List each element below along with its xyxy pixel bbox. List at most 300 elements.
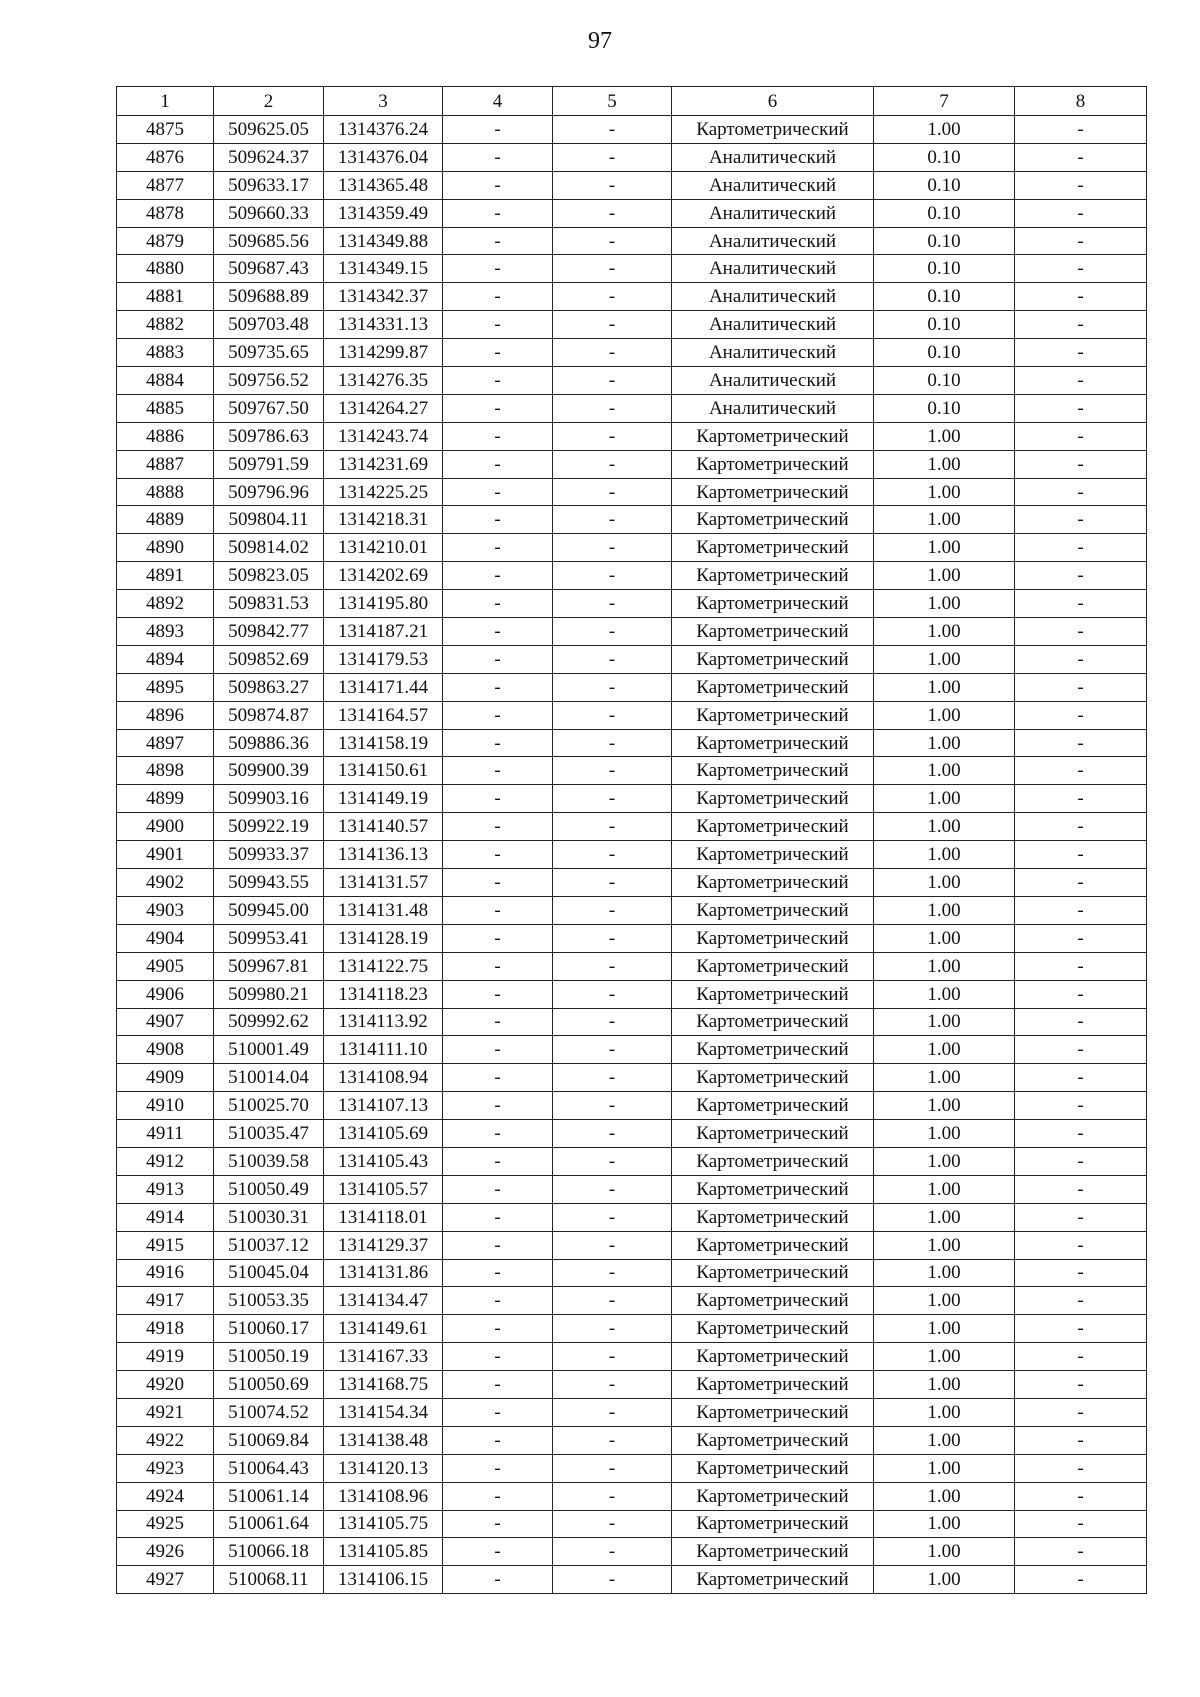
header-cell: 5 bbox=[553, 87, 672, 116]
table-row bbox=[117, 757, 1147, 785]
table-row bbox=[117, 952, 1147, 980]
cell-point-number: 4892 bbox=[117, 590, 214, 618]
cell-coord-x: 510053.35 bbox=[214, 1287, 324, 1315]
cell-col-5: - bbox=[553, 841, 672, 869]
cell-point-number: 4910 bbox=[117, 1092, 214, 1120]
table-row bbox=[117, 339, 1147, 367]
cell-accuracy: 1.00 bbox=[874, 534, 1015, 562]
cell-coord-x: 510066.18 bbox=[214, 1538, 324, 1566]
cell-col-8: - bbox=[1015, 506, 1147, 534]
cell-col-5: - bbox=[553, 1566, 672, 1594]
cell-col-4: - bbox=[443, 1426, 553, 1454]
cell-col-4: - bbox=[443, 422, 553, 450]
cell-col-8: - bbox=[1015, 143, 1147, 171]
table-row bbox=[117, 813, 1147, 841]
table-row bbox=[117, 422, 1147, 450]
cell-point-number: 4923 bbox=[117, 1454, 214, 1482]
cell-col-4: - bbox=[443, 1120, 553, 1148]
cell-accuracy: 1.00 bbox=[874, 980, 1015, 1008]
cell-coord-y: 1314167.33 bbox=[324, 1343, 443, 1371]
cell-col-5: - bbox=[553, 757, 672, 785]
cell-col-5: - bbox=[553, 143, 672, 171]
cell-point-number: 4908 bbox=[117, 1036, 214, 1064]
cell-col-4: - bbox=[443, 199, 553, 227]
cell-coord-y: 1314118.23 bbox=[324, 980, 443, 1008]
cell-col-5: - bbox=[553, 1398, 672, 1426]
cell-col-4: - bbox=[443, 1147, 553, 1175]
cell-method: Картометрический bbox=[672, 1064, 874, 1092]
cell-col-4: - bbox=[443, 869, 553, 897]
cell-coord-y: 1314105.75 bbox=[324, 1510, 443, 1538]
table-row bbox=[117, 171, 1147, 199]
cell-col-8: - bbox=[1015, 729, 1147, 757]
header-cell: 2 bbox=[214, 87, 324, 116]
cell-col-4: - bbox=[443, 813, 553, 841]
cell-point-number: 4882 bbox=[117, 311, 214, 339]
header-cell: 1 bbox=[117, 87, 214, 116]
cell-col-4: - bbox=[443, 1510, 553, 1538]
cell-col-8: - bbox=[1015, 534, 1147, 562]
cell-col-4: - bbox=[443, 450, 553, 478]
cell-point-number: 4902 bbox=[117, 869, 214, 897]
table-row bbox=[117, 1510, 1147, 1538]
table-row bbox=[117, 1454, 1147, 1482]
cell-coord-y: 1314225.25 bbox=[324, 478, 443, 506]
cell-col-5: - bbox=[553, 924, 672, 952]
table-row bbox=[117, 255, 1147, 283]
cell-col-4: - bbox=[443, 227, 553, 255]
cell-point-number: 4922 bbox=[117, 1426, 214, 1454]
cell-accuracy: 1.00 bbox=[874, 1147, 1015, 1175]
cell-point-number: 4893 bbox=[117, 618, 214, 646]
cell-coord-y: 1314342.37 bbox=[324, 283, 443, 311]
cell-col-4: - bbox=[443, 757, 553, 785]
cell-coord-y: 1314359.49 bbox=[324, 199, 443, 227]
cell-col-5: - bbox=[553, 562, 672, 590]
cell-coord-y: 1314218.31 bbox=[324, 506, 443, 534]
cell-accuracy: 1.00 bbox=[874, 1566, 1015, 1594]
table-row bbox=[117, 1064, 1147, 1092]
cell-coord-x: 509814.02 bbox=[214, 534, 324, 562]
cell-coord-x: 509767.50 bbox=[214, 394, 324, 422]
table-row bbox=[117, 394, 1147, 422]
cell-method: Картометрический bbox=[672, 785, 874, 813]
table-row bbox=[117, 1092, 1147, 1120]
cell-col-4: - bbox=[443, 841, 553, 869]
cell-coord-x: 510001.49 bbox=[214, 1036, 324, 1064]
cell-coord-x: 509945.00 bbox=[214, 896, 324, 924]
cell-coord-x: 510035.47 bbox=[214, 1120, 324, 1148]
table-row bbox=[117, 227, 1147, 255]
cell-point-number: 4920 bbox=[117, 1371, 214, 1399]
cell-method: Картометрический bbox=[672, 1036, 874, 1064]
cell-coord-x: 510060.17 bbox=[214, 1315, 324, 1343]
cell-coord-y: 1314131.86 bbox=[324, 1259, 443, 1287]
cell-accuracy: 1.00 bbox=[874, 952, 1015, 980]
cell-coord-y: 1314231.69 bbox=[324, 450, 443, 478]
cell-coord-x: 510068.11 bbox=[214, 1566, 324, 1594]
cell-point-number: 4911 bbox=[117, 1120, 214, 1148]
cell-method: Аналитический bbox=[672, 311, 874, 339]
cell-col-8: - bbox=[1015, 896, 1147, 924]
table-row bbox=[117, 645, 1147, 673]
cell-coord-y: 1314179.53 bbox=[324, 645, 443, 673]
table-row bbox=[117, 590, 1147, 618]
cell-method: Картометрический bbox=[672, 1203, 874, 1231]
cell-col-8: - bbox=[1015, 1175, 1147, 1203]
cell-coord-x: 509863.27 bbox=[214, 673, 324, 701]
table-row bbox=[117, 1175, 1147, 1203]
cell-method: Картометрический bbox=[672, 116, 874, 144]
cell-col-8: - bbox=[1015, 1343, 1147, 1371]
cell-accuracy: 1.00 bbox=[874, 813, 1015, 841]
table-row bbox=[117, 1008, 1147, 1036]
cell-point-number: 4896 bbox=[117, 701, 214, 729]
cell-accuracy: 1.00 bbox=[874, 1398, 1015, 1426]
cell-col-5: - bbox=[553, 283, 672, 311]
cell-accuracy: 1.00 bbox=[874, 618, 1015, 646]
table-row bbox=[117, 729, 1147, 757]
cell-method: Картометрический bbox=[672, 1482, 874, 1510]
cell-col-4: - bbox=[443, 367, 553, 395]
cell-accuracy: 1.00 bbox=[874, 1510, 1015, 1538]
cell-coord-y: 1314299.87 bbox=[324, 339, 443, 367]
table-row bbox=[117, 367, 1147, 395]
cell-coord-y: 1314108.94 bbox=[324, 1064, 443, 1092]
cell-col-4: - bbox=[443, 283, 553, 311]
table-row bbox=[117, 1315, 1147, 1343]
cell-coord-x: 509980.21 bbox=[214, 980, 324, 1008]
cell-col-8: - bbox=[1015, 813, 1147, 841]
cell-point-number: 4925 bbox=[117, 1510, 214, 1538]
cell-accuracy: 1.00 bbox=[874, 1064, 1015, 1092]
cell-coord-x: 510050.69 bbox=[214, 1371, 324, 1399]
table-row bbox=[117, 924, 1147, 952]
cell-col-8: - bbox=[1015, 1147, 1147, 1175]
cell-coord-y: 1314105.57 bbox=[324, 1175, 443, 1203]
cell-col-8: - bbox=[1015, 255, 1147, 283]
cell-col-8: - bbox=[1015, 757, 1147, 785]
cell-accuracy: 0.10 bbox=[874, 199, 1015, 227]
cell-col-4: - bbox=[443, 255, 553, 283]
cell-col-8: - bbox=[1015, 1538, 1147, 1566]
cell-coord-y: 1314131.57 bbox=[324, 869, 443, 897]
cell-coord-y: 1314187.21 bbox=[324, 618, 443, 646]
cell-coord-y: 1314149.61 bbox=[324, 1315, 443, 1343]
cell-method: Аналитический bbox=[672, 199, 874, 227]
cell-col-8: - bbox=[1015, 1064, 1147, 1092]
cell-method: Аналитический bbox=[672, 171, 874, 199]
cell-col-5: - bbox=[553, 534, 672, 562]
cell-accuracy: 1.00 bbox=[874, 841, 1015, 869]
cell-coord-y: 1314276.35 bbox=[324, 367, 443, 395]
cell-point-number: 4886 bbox=[117, 422, 214, 450]
cell-col-4: - bbox=[443, 171, 553, 199]
cell-point-number: 4899 bbox=[117, 785, 214, 813]
cell-col-5: - bbox=[553, 339, 672, 367]
cell-coord-x: 510037.12 bbox=[214, 1231, 324, 1259]
table-row bbox=[117, 1120, 1147, 1148]
cell-col-4: - bbox=[443, 143, 553, 171]
table-row bbox=[117, 506, 1147, 534]
cell-method: Картометрический bbox=[672, 562, 874, 590]
cell-method: Картометрический bbox=[672, 980, 874, 1008]
cell-coord-x: 510014.04 bbox=[214, 1064, 324, 1092]
cell-accuracy: 1.00 bbox=[874, 729, 1015, 757]
cell-col-8: - bbox=[1015, 645, 1147, 673]
cell-col-8: - bbox=[1015, 1398, 1147, 1426]
cell-accuracy: 1.00 bbox=[874, 1008, 1015, 1036]
cell-col-5: - bbox=[553, 227, 672, 255]
cell-method: Картометрический bbox=[672, 1008, 874, 1036]
cell-coord-x: 509660.33 bbox=[214, 199, 324, 227]
cell-method: Картометрический bbox=[672, 1287, 874, 1315]
cell-point-number: 4884 bbox=[117, 367, 214, 395]
cell-coord-x: 509624.37 bbox=[214, 143, 324, 171]
cell-method: Картометрический bbox=[672, 757, 874, 785]
coordinates-table bbox=[116, 86, 1147, 1594]
cell-col-4: - bbox=[443, 729, 553, 757]
cell-coord-x: 509943.55 bbox=[214, 869, 324, 897]
cell-method: Картометрический bbox=[672, 701, 874, 729]
cell-col-5: - bbox=[553, 1371, 672, 1399]
cell-accuracy: 1.00 bbox=[874, 1538, 1015, 1566]
cell-point-number: 4903 bbox=[117, 896, 214, 924]
cell-accuracy: 0.10 bbox=[874, 255, 1015, 283]
cell-col-5: - bbox=[553, 645, 672, 673]
cell-col-4: - bbox=[443, 1231, 553, 1259]
cell-point-number: 4924 bbox=[117, 1482, 214, 1510]
table-row bbox=[117, 618, 1147, 646]
cell-method: Картометрический bbox=[672, 1398, 874, 1426]
cell-coord-y: 1314150.61 bbox=[324, 757, 443, 785]
cell-coord-x: 509900.39 bbox=[214, 757, 324, 785]
cell-accuracy: 1.00 bbox=[874, 1371, 1015, 1399]
cell-coord-y: 1314108.96 bbox=[324, 1482, 443, 1510]
cell-accuracy: 0.10 bbox=[874, 339, 1015, 367]
cell-coord-x: 509633.17 bbox=[214, 171, 324, 199]
table-row bbox=[117, 1036, 1147, 1064]
cell-col-8: - bbox=[1015, 869, 1147, 897]
cell-col-5: - bbox=[553, 1426, 672, 1454]
cell-col-4: - bbox=[443, 1566, 553, 1594]
cell-coord-x: 509796.96 bbox=[214, 478, 324, 506]
cell-method: Аналитический bbox=[672, 367, 874, 395]
cell-col-8: - bbox=[1015, 339, 1147, 367]
cell-method: Картометрический bbox=[672, 450, 874, 478]
cell-col-4: - bbox=[443, 478, 553, 506]
cell-coord-y: 1314105.85 bbox=[324, 1538, 443, 1566]
cell-accuracy: 1.00 bbox=[874, 562, 1015, 590]
cell-point-number: 4879 bbox=[117, 227, 214, 255]
cell-point-number: 4880 bbox=[117, 255, 214, 283]
cell-point-number: 4901 bbox=[117, 841, 214, 869]
cell-coord-x: 509804.11 bbox=[214, 506, 324, 534]
cell-method: Картометрический bbox=[672, 896, 874, 924]
cell-point-number: 4875 bbox=[117, 116, 214, 144]
cell-coord-y: 1314111.10 bbox=[324, 1036, 443, 1064]
cell-method: Картометрический bbox=[672, 952, 874, 980]
cell-col-4: - bbox=[443, 1315, 553, 1343]
header-cell: 6 bbox=[672, 87, 874, 116]
cell-point-number: 4916 bbox=[117, 1259, 214, 1287]
cell-col-8: - bbox=[1015, 1454, 1147, 1482]
cell-accuracy: 0.10 bbox=[874, 311, 1015, 339]
table-row bbox=[117, 896, 1147, 924]
cell-accuracy: 1.00 bbox=[874, 1287, 1015, 1315]
cell-accuracy: 1.00 bbox=[874, 1036, 1015, 1064]
cell-col-8: - bbox=[1015, 1510, 1147, 1538]
cell-col-4: - bbox=[443, 562, 553, 590]
cell-coord-x: 509685.56 bbox=[214, 227, 324, 255]
cell-coord-x: 509933.37 bbox=[214, 841, 324, 869]
cell-col-4: - bbox=[443, 980, 553, 1008]
cell-point-number: 4877 bbox=[117, 171, 214, 199]
cell-accuracy: 1.00 bbox=[874, 1454, 1015, 1482]
cell-coord-x: 509756.52 bbox=[214, 367, 324, 395]
cell-point-number: 4906 bbox=[117, 980, 214, 1008]
cell-col-8: - bbox=[1015, 1315, 1147, 1343]
cell-accuracy: 1.00 bbox=[874, 450, 1015, 478]
cell-coord-x: 510069.84 bbox=[214, 1426, 324, 1454]
cell-method: Аналитический bbox=[672, 255, 874, 283]
cell-col-8: - bbox=[1015, 1120, 1147, 1148]
cell-method: Картометрический bbox=[672, 506, 874, 534]
cell-col-5: - bbox=[553, 1147, 672, 1175]
cell-accuracy: 1.00 bbox=[874, 590, 1015, 618]
cell-col-8: - bbox=[1015, 673, 1147, 701]
cell-point-number: 4909 bbox=[117, 1064, 214, 1092]
cell-point-number: 4919 bbox=[117, 1343, 214, 1371]
cell-col-4: - bbox=[443, 1538, 553, 1566]
cell-coord-x: 509831.53 bbox=[214, 590, 324, 618]
cell-method: Картометрический bbox=[672, 1343, 874, 1371]
cell-coord-y: 1314140.57 bbox=[324, 813, 443, 841]
cell-accuracy: 1.00 bbox=[874, 1175, 1015, 1203]
cell-col-4: - bbox=[443, 645, 553, 673]
cell-point-number: 4876 bbox=[117, 143, 214, 171]
cell-coord-y: 1314105.43 bbox=[324, 1147, 443, 1175]
cell-coord-y: 1314120.13 bbox=[324, 1454, 443, 1482]
cell-point-number: 4891 bbox=[117, 562, 214, 590]
cell-col-8: - bbox=[1015, 701, 1147, 729]
cell-accuracy: 1.00 bbox=[874, 1092, 1015, 1120]
cell-method: Аналитический bbox=[672, 283, 874, 311]
cell-method: Картометрический bbox=[672, 1092, 874, 1120]
cell-point-number: 4898 bbox=[117, 757, 214, 785]
cell-col-4: - bbox=[443, 506, 553, 534]
cell-col-4: - bbox=[443, 924, 553, 952]
cell-accuracy: 1.00 bbox=[874, 1203, 1015, 1231]
cell-point-number: 4913 bbox=[117, 1175, 214, 1203]
cell-coord-x: 510074.52 bbox=[214, 1398, 324, 1426]
cell-coord-y: 1314376.24 bbox=[324, 116, 443, 144]
cell-col-8: - bbox=[1015, 1259, 1147, 1287]
cell-col-5: - bbox=[553, 478, 672, 506]
cell-coord-x: 510050.49 bbox=[214, 1175, 324, 1203]
cell-col-8: - bbox=[1015, 227, 1147, 255]
cell-method: Картометрический bbox=[672, 729, 874, 757]
cell-accuracy: 1.00 bbox=[874, 673, 1015, 701]
cell-method: Картометрический bbox=[672, 1120, 874, 1148]
header-cell: 7 bbox=[874, 87, 1015, 116]
table-row bbox=[117, 673, 1147, 701]
cell-col-5: - bbox=[553, 896, 672, 924]
cell-accuracy: 1.00 bbox=[874, 645, 1015, 673]
cell-col-5: - bbox=[553, 952, 672, 980]
cell-accuracy: 1.00 bbox=[874, 1231, 1015, 1259]
cell-method: Картометрический bbox=[672, 924, 874, 952]
table-row bbox=[117, 785, 1147, 813]
cell-col-8: - bbox=[1015, 1566, 1147, 1594]
table-row bbox=[117, 1343, 1147, 1371]
cell-col-5: - bbox=[553, 311, 672, 339]
cell-col-4: - bbox=[443, 952, 553, 980]
cell-coord-x: 509967.81 bbox=[214, 952, 324, 980]
cell-coord-x: 509886.36 bbox=[214, 729, 324, 757]
cell-col-8: - bbox=[1015, 590, 1147, 618]
cell-col-8: - bbox=[1015, 1231, 1147, 1259]
cell-accuracy: 1.00 bbox=[874, 757, 1015, 785]
cell-coord-x: 509687.43 bbox=[214, 255, 324, 283]
cell-col-8: - bbox=[1015, 562, 1147, 590]
cell-coord-y: 1314171.44 bbox=[324, 673, 443, 701]
cell-accuracy: 1.00 bbox=[874, 116, 1015, 144]
table-row bbox=[117, 1371, 1147, 1399]
cell-col-4: - bbox=[443, 339, 553, 367]
table-row bbox=[117, 143, 1147, 171]
cell-coord-y: 1314349.15 bbox=[324, 255, 443, 283]
cell-col-8: - bbox=[1015, 199, 1147, 227]
cell-col-8: - bbox=[1015, 394, 1147, 422]
cell-coord-y: 1314202.69 bbox=[324, 562, 443, 590]
cell-coord-x: 509688.89 bbox=[214, 283, 324, 311]
cell-point-number: 4918 bbox=[117, 1315, 214, 1343]
cell-col-8: - bbox=[1015, 1092, 1147, 1120]
cell-coord-y: 1314365.48 bbox=[324, 171, 443, 199]
cell-col-5: - bbox=[553, 1092, 672, 1120]
cell-method: Картометрический bbox=[672, 1175, 874, 1203]
cell-coord-x: 509842.77 bbox=[214, 618, 324, 646]
cell-method: Картометрический bbox=[672, 869, 874, 897]
cell-point-number: 4912 bbox=[117, 1147, 214, 1175]
cell-col-5: - bbox=[553, 1482, 672, 1510]
cell-col-4: - bbox=[443, 1064, 553, 1092]
cell-accuracy: 0.10 bbox=[874, 171, 1015, 199]
cell-col-5: - bbox=[553, 116, 672, 144]
cell-coord-y: 1314164.57 bbox=[324, 701, 443, 729]
cell-col-4: - bbox=[443, 1287, 553, 1315]
cell-coord-x: 509735.65 bbox=[214, 339, 324, 367]
cell-col-4: - bbox=[443, 534, 553, 562]
cell-col-4: - bbox=[443, 1343, 553, 1371]
cell-coord-y: 1314349.88 bbox=[324, 227, 443, 255]
table-row bbox=[117, 1538, 1147, 1566]
cell-col-8: - bbox=[1015, 924, 1147, 952]
cell-col-4: - bbox=[443, 394, 553, 422]
cell-col-5: - bbox=[553, 255, 672, 283]
cell-coord-x: 510064.43 bbox=[214, 1454, 324, 1482]
cell-point-number: 4921 bbox=[117, 1398, 214, 1426]
cell-point-number: 4926 bbox=[117, 1538, 214, 1566]
cell-coord-y: 1314264.27 bbox=[324, 394, 443, 422]
cell-accuracy: 1.00 bbox=[874, 896, 1015, 924]
cell-col-5: - bbox=[553, 1064, 672, 1092]
cell-col-8: - bbox=[1015, 785, 1147, 813]
cell-col-4: - bbox=[443, 1036, 553, 1064]
cell-col-5: - bbox=[553, 1203, 672, 1231]
cell-col-5: - bbox=[553, 1510, 672, 1538]
